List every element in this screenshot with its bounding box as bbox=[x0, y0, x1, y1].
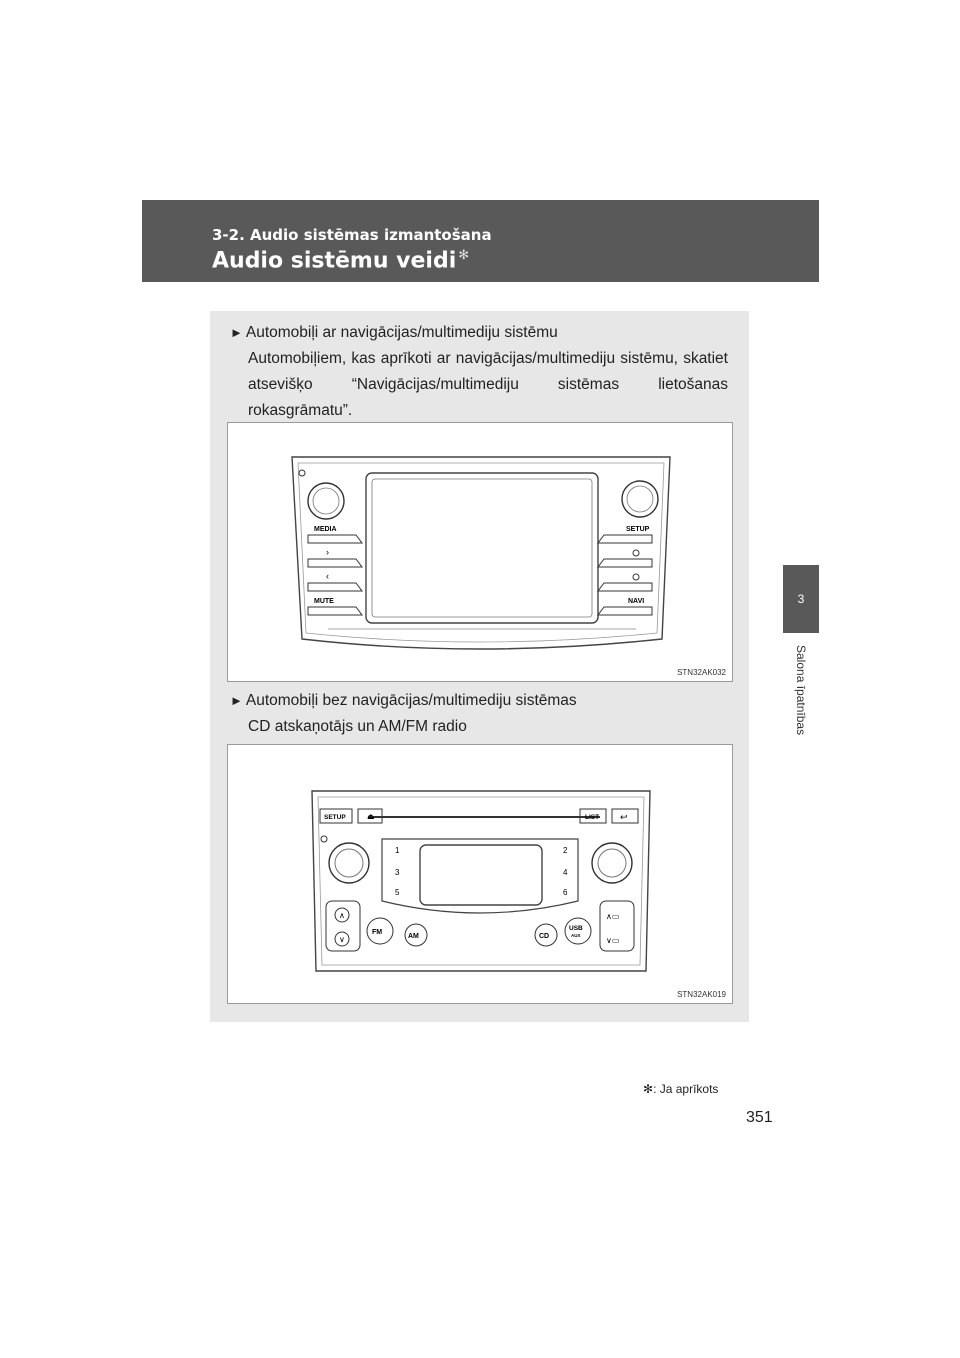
section-label: 3-2. Audio sistēmas izmantošana bbox=[212, 226, 492, 244]
asterisk-icon: ✻ bbox=[458, 248, 470, 263]
preset-1-button[interactable]: 1 bbox=[395, 846, 400, 855]
page-title: Audio sistēmu veidi ✻ bbox=[212, 248, 470, 274]
item-heading-1: ► Automobiļi ar navigācijas/multimediju sistēmu bbox=[230, 324, 558, 341]
item-heading-2: ► Automobiļi bez navigācijas/multimediju sistēmas bbox=[230, 692, 577, 709]
setup-button[interactable]: SETUP bbox=[626, 526, 650, 533]
list-button[interactable]: LIST bbox=[585, 814, 600, 821]
triangle-right-icon: ► bbox=[230, 693, 243, 708]
chapter-tab-label: Salona īpatnības bbox=[794, 645, 808, 736]
setup-button[interactable]: SETUP bbox=[324, 814, 346, 821]
image-code: STN32AK032 bbox=[677, 668, 726, 677]
back-icon[interactable]: ↩ bbox=[620, 812, 628, 822]
preset-6-button[interactable]: 6 bbox=[563, 888, 568, 897]
fm-label: FM bbox=[372, 929, 383, 936]
aux-label: AUX bbox=[571, 933, 581, 938]
nav-system-drawing bbox=[228, 423, 732, 681]
footnote: ✻: Ja aprīkots bbox=[643, 1082, 719, 1096]
chevron-left-icon[interactable]: ‹ bbox=[326, 571, 329, 581]
cd-radio-illustration bbox=[227, 744, 733, 1004]
section-header bbox=[142, 200, 819, 282]
item-text-2: CD atskaņotājs un AM/FM radio bbox=[248, 718, 467, 735]
image-code: STN32AK019 bbox=[677, 990, 726, 999]
navi-button[interactable]: NAVI bbox=[628, 598, 645, 605]
folder-down-icon[interactable]: ∨▭ bbox=[606, 936, 620, 945]
preset-5-button[interactable]: 5 bbox=[395, 888, 400, 897]
nav-system-illustration bbox=[227, 422, 733, 682]
chevron-right-icon[interactable]: › bbox=[326, 547, 329, 557]
page-number: 351 bbox=[746, 1109, 773, 1126]
cd-label: CD bbox=[539, 933, 550, 940]
am-label: AM bbox=[408, 933, 419, 940]
eject-icon[interactable]: ⏏ bbox=[367, 812, 375, 821]
media-button[interactable]: MEDIA bbox=[314, 526, 337, 533]
preset-3-button[interactable]: 3 bbox=[395, 868, 400, 877]
usb-label: USB bbox=[569, 925, 583, 932]
triangle-right-icon: ► bbox=[230, 325, 243, 340]
preset-4-button[interactable]: 4 bbox=[563, 868, 568, 877]
display-screen bbox=[420, 845, 542, 905]
asterisk-icon: ✻ bbox=[643, 1082, 654, 1096]
mute-button[interactable]: MUTE bbox=[314, 598, 334, 605]
cd-radio-drawing bbox=[228, 745, 732, 1003]
item-text-1: Automobiļiem, kas aprīkoti ar navigācijas/multimediju sistēmu, skatiet atsevišķo “Navigācijas/multimediju sistēmas lietošanas rokasgrāmatu”. bbox=[248, 350, 728, 419]
chevron-down-icon: ∨ bbox=[339, 935, 345, 944]
chapter-tab-number: 3 bbox=[783, 565, 819, 633]
chevron-up-icon: ∧ bbox=[339, 911, 345, 920]
folder-up-icon[interactable]: ∧▭ bbox=[606, 912, 620, 921]
preset-2-button[interactable]: 2 bbox=[563, 846, 568, 855]
